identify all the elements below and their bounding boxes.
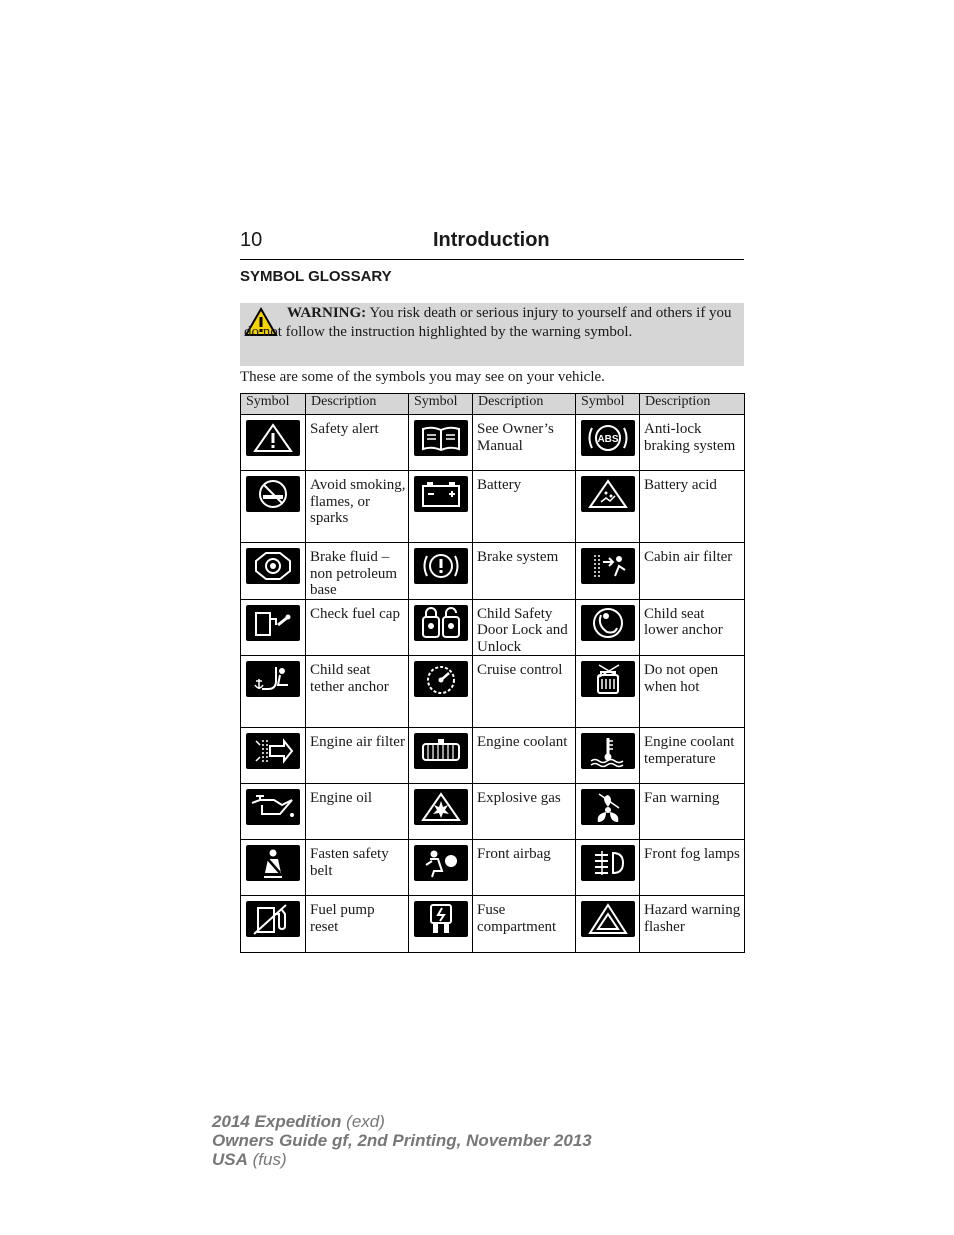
description-cell: Hazard warning flasher (640, 896, 745, 953)
child-seat-tether-icon (246, 661, 300, 697)
engine-coolant-icon (414, 733, 468, 769)
engine-air-filter-icon (246, 733, 300, 769)
chapter-title: Introduction (433, 229, 550, 251)
table-row (241, 784, 745, 840)
symbol-cell (409, 784, 473, 840)
svg-text:ABS: ABS (596, 434, 619, 445)
symbol-cell (241, 656, 306, 728)
symbol-cell (576, 896, 640, 953)
description-cell: Child seat tether anchor (306, 656, 409, 728)
description-cell: Engine oil (306, 784, 409, 840)
symbol-glossary-table (240, 393, 745, 953)
battery-icon (414, 476, 468, 512)
symbol-cell (409, 415, 473, 471)
front-fog-lamps-icon (581, 845, 635, 881)
footer-model: 2014 Expedition (212, 1112, 342, 1131)
warning-box (240, 303, 744, 366)
symbol-cell (241, 415, 306, 471)
table-row (241, 471, 745, 543)
safety-belt-icon (246, 845, 300, 881)
footer-model-code: (exd) (346, 1112, 385, 1131)
symbol-cell (576, 656, 640, 728)
column-header: Symbol (576, 394, 640, 415)
symbol-cell (576, 728, 640, 784)
column-header: Description (640, 394, 745, 415)
do-not-open-hot-icon (581, 661, 635, 697)
symbol-cell (409, 543, 473, 600)
table-row (241, 840, 745, 896)
description-cell: Battery (473, 471, 576, 543)
description-cell: Engine air filter (306, 728, 409, 784)
engine-oil-icon (246, 789, 300, 825)
symbol-cell (241, 840, 306, 896)
description-cell: Battery acid (640, 471, 745, 543)
table-row (241, 728, 745, 784)
battery-acid-icon (581, 476, 635, 512)
symbol-cell (409, 896, 473, 953)
description-cell: Front fog lamps (640, 840, 745, 896)
column-header: Description (473, 394, 576, 415)
symbol-cell (241, 728, 306, 784)
symbol-cell (241, 543, 306, 600)
warning-label: WARNING: (287, 305, 367, 321)
description-cell: Brake system (473, 543, 576, 600)
column-header: Description (306, 394, 409, 415)
section-title: SYMBOL GLOSSARY (240, 268, 392, 285)
brake-system-icon (414, 548, 468, 584)
coolant-temperature-icon (581, 733, 635, 769)
cabin-air-filter-icon (581, 548, 635, 584)
table-row (241, 656, 745, 728)
front-airbag-icon (414, 845, 468, 881)
symbol-cell (576, 840, 640, 896)
symbol-cell (409, 656, 473, 728)
symbol-cell (241, 896, 306, 953)
footer-guide: Owners Guide gf, 2nd Printing, November 2013 (212, 1131, 592, 1150)
footer-market: USA (212, 1150, 248, 1169)
fan-warning-icon (581, 789, 635, 825)
symbol-cell (409, 471, 473, 543)
warning-text (244, 304, 736, 342)
brake-fluid-icon (246, 548, 300, 584)
description-cell: See Owner’s Manual (473, 415, 576, 471)
description-cell: Engine coolant temperature (640, 728, 745, 784)
table-row (241, 599, 745, 656)
symbol-cell (409, 599, 473, 656)
description-cell: Explosive gas (473, 784, 576, 840)
symbol-cell (409, 728, 473, 784)
no-smoking-icon (246, 476, 300, 512)
description-cell: Engine coolant (473, 728, 576, 784)
hazard-flasher-icon (581, 901, 635, 937)
table-header-row (241, 394, 745, 415)
description-cell: Fuse compartment (473, 896, 576, 953)
description-cell: Fuel pump reset (306, 896, 409, 953)
symbol-cell (576, 415, 640, 471)
footer-market-code: (fus) (252, 1150, 287, 1169)
column-header: Symbol (409, 394, 473, 415)
symbol-cell (241, 471, 306, 543)
symbol-cell (576, 543, 640, 600)
description-cell: Child Safety Door Lock and Unlock (473, 599, 576, 656)
fuel-pump-reset-icon (246, 901, 300, 937)
description-cell: Check fuel cap (306, 599, 409, 656)
symbol-cell (241, 784, 306, 840)
description-cell: Fasten safety belt (306, 840, 409, 896)
column-header: Symbol (241, 394, 306, 415)
table-row (241, 543, 745, 600)
table-row (241, 896, 745, 953)
child-seat-lower-anchor-icon (581, 605, 635, 641)
description-cell: Child seat lower anchor (640, 599, 745, 656)
explosive-gas-icon (414, 789, 468, 825)
abs-icon (581, 420, 635, 456)
child-safety-lock-icon (414, 605, 468, 641)
symbol-cell (409, 840, 473, 896)
description-cell: Brake fluid – non petroleum base (306, 543, 409, 600)
description-cell: Cruise control (473, 656, 576, 728)
symbol-cell (576, 784, 640, 840)
description-cell: Anti-lock braking system (640, 415, 745, 471)
page-header (240, 229, 744, 260)
page-footer (212, 1112, 592, 1169)
warning-body: You risk death or serious injury to yourself and others if you do not follow the instruction highlighted by the warning symbol. (244, 305, 732, 340)
fuse-compartment-icon (414, 901, 468, 937)
description-cell: Front airbag (473, 840, 576, 896)
symbol-cell (241, 599, 306, 656)
description-cell: Avoid smoking, flames, or sparks (306, 471, 409, 543)
description-cell: Do not open when hot (640, 656, 745, 728)
page-number: 10 (240, 229, 263, 251)
symbol-cell (576, 599, 640, 656)
owners-manual-icon (414, 420, 468, 456)
symbol-cell (576, 471, 640, 543)
description-cell: Cabin air filter (640, 543, 745, 600)
intro-text: These are some of the symbols you may see on your vehicle. (240, 369, 605, 385)
table-row (241, 415, 745, 471)
check-fuel-cap-icon (246, 605, 300, 641)
description-cell: Safety alert (306, 415, 409, 471)
safety-alert-icon (246, 420, 300, 456)
description-cell: Fan warning (640, 784, 745, 840)
cruise-control-icon (414, 661, 468, 697)
